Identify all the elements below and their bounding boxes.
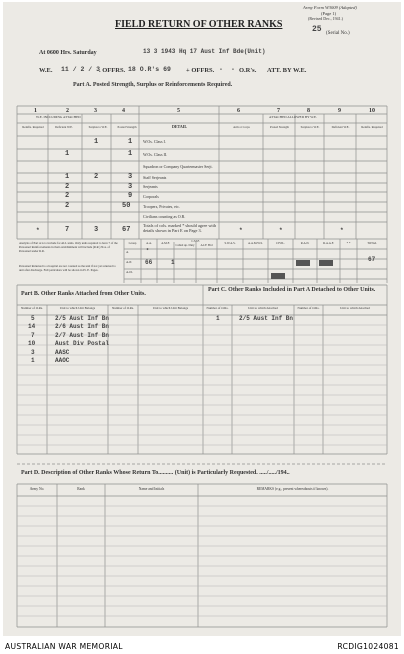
- column-number: 4: [122, 108, 125, 114]
- column-header: Rank: [77, 487, 85, 491]
- column-header: Number of O.Rs.: [297, 306, 320, 310]
- column-header: Posted Strength: [270, 125, 289, 129]
- row-deficient: 2: [65, 202, 70, 210]
- ors-value: -: [231, 66, 235, 73]
- group-attached-header: ATTACHED ALLOWED BY W.E.: [269, 115, 317, 119]
- form-reference: Army Form W3009 (Adapted): [303, 5, 357, 10]
- analysis-value: 66: [145, 259, 153, 266]
- analysis-header: R.A.N.: [300, 241, 310, 245]
- row-detail: Totals of cols. marked * should agree with details shown in Part E on Page 3.: [143, 223, 216, 234]
- column-header: Posted Strength: [117, 125, 137, 129]
- part-b-number: 5: [31, 315, 35, 322]
- column-header: Unit to which Unit Belongs: [59, 306, 96, 310]
- ors-label: O.R's.: [239, 67, 257, 74]
- part-b-unit: 2/7 Aust Inf Bn: [55, 331, 110, 339]
- part-b-unit: 2/6 Aust Inf Bn: [55, 323, 110, 331]
- column-header: Number of O.Rs.: [206, 306, 229, 310]
- column-number: 8: [307, 108, 310, 114]
- hrs-value: 13 3 1943 Hq 17 Aust Inf Bde(Unit): [143, 48, 266, 55]
- part-b-number: 3: [31, 348, 35, 356]
- analysis-header: A.I.F. Brd: [200, 243, 213, 247]
- column-header: Deficient W.E.: [55, 125, 73, 129]
- analysis-row-label: A.D.: [126, 270, 133, 274]
- form-sheet: [3, 2, 401, 636]
- column-header: Reinfts. Required: [361, 125, 383, 129]
- total-marker: *: [279, 227, 283, 234]
- total-marker: *: [340, 227, 344, 234]
- column-header: Number of O.Rs.: [112, 306, 134, 310]
- row-posted: 50: [122, 202, 131, 210]
- analysis-header: R.A.A.F.: [323, 241, 334, 245]
- part-b-unit: AAOC: [55, 357, 70, 364]
- part-b-unit: AASC: [55, 348, 70, 356]
- detail-header: DETAIL: [172, 124, 188, 129]
- row-deficient: 7: [65, 225, 70, 234]
- analysis-row-label: A.P.: [126, 260, 132, 264]
- row-detail: Civilians counting as O.R.: [143, 213, 186, 219]
- row-detail: Troopers, Privates, etc.: [143, 203, 180, 209]
- analysis-header: A.M.F.: [161, 241, 170, 245]
- analysis-header: C.M.F.: [191, 238, 200, 243]
- row-detail: Squadron or Company Quartermaster Serjt.: [143, 163, 213, 169]
- row-surplus: 3: [94, 225, 99, 234]
- part-c-unit: 2/5 Aust Inf Bn: [239, 315, 294, 322]
- row-detail: W.Os. Class II.: [143, 151, 168, 157]
- row-detail: Corporals: [143, 193, 159, 199]
- row-deficient: 1: [65, 173, 70, 181]
- offrs2-label: + OFFRS.: [186, 67, 215, 74]
- we-label: W.E.: [39, 67, 53, 74]
- column-header: Arm or Corps: [233, 125, 250, 129]
- column-header: Unit to which Unit Belongs: [152, 306, 189, 310]
- part-c-number: 1: [216, 315, 220, 322]
- column-number: 1: [34, 108, 37, 114]
- analysis-header: CIVIL.: [276, 241, 285, 245]
- column-header: Reinfts. Required: [22, 125, 44, 129]
- analysis-header: S.W.A.S.: [224, 241, 236, 245]
- column-number: 9: [338, 108, 341, 114]
- total-marker: *: [36, 227, 40, 234]
- part-b-title: Part B. Other Ranks Attached from Other Units.: [21, 291, 146, 297]
- group-we-header: W.E. INCLUDING ATTACHED: [36, 115, 81, 119]
- analysis-header: A.A.: [146, 241, 152, 245]
- row-posted: 67: [122, 225, 131, 234]
- part-b-number: 1: [31, 357, 35, 364]
- offrs2-value: -: [219, 66, 223, 73]
- column-header: REMARKS (e.g., present whereabouts if known).: [256, 487, 329, 491]
- column-number: 5: [177, 108, 180, 114]
- hrs-label: At 0600 Hrs. Saturday: [39, 50, 97, 56]
- column-number: 6: [237, 108, 240, 114]
- analysis-header: * *: [346, 241, 351, 245]
- column-header: Surplus to W.E.: [88, 125, 108, 129]
- row-posted: 9: [128, 192, 133, 200]
- column-header: Unit to which detached: [340, 306, 370, 310]
- row-surplus: 1: [94, 137, 99, 146]
- column-number: 7: [277, 108, 280, 114]
- part-c-title: Part C. Other Ranks Included in Part A Detached to Other Units.: [208, 287, 376, 293]
- total-marker: *: [239, 227, 243, 234]
- analysis-note-2: Personnel Returned to a hospital are not counted as the unit if not yet returned to unit after discharge. Full particulars will be shown in Pt. E. Pages.: [19, 264, 116, 272]
- analysis-total: 67: [368, 256, 376, 263]
- part-b-number: 7: [31, 331, 35, 339]
- column-header: Surplus to W.E.: [300, 125, 320, 129]
- row-posted: 3: [128, 182, 133, 191]
- analysis-header: Called up. Duty: [175, 243, 195, 247]
- offrs-value: 18 O.R's 69: [128, 66, 171, 73]
- footer-right: RCDIG1024081: [337, 642, 399, 651]
- part-a-title: Part A. Posted Strength, Surplus or Reinforcements Required.: [73, 82, 233, 88]
- form-title: FIELD RETURN OF OTHER RANKS: [115, 19, 283, 30]
- row-deficient: 1: [65, 150, 70, 158]
- column-header: Deficient W.E.: [331, 125, 350, 129]
- analysis-header: TOTAL: [367, 241, 377, 245]
- analysis-header: Group: [128, 241, 137, 245]
- row-surplus: 2: [94, 173, 99, 181]
- column-header: Name and Initials: [138, 487, 165, 491]
- we-value: 11 / 2 / 3: [61, 66, 101, 73]
- part-b-number: 14: [28, 323, 36, 331]
- column-header: Unit to which detached: [248, 306, 278, 310]
- analysis-note: Analysis of Part A is to include for ALL units. Only units required to have 7 of the Personnel Reinforcements in their establishment will include (R.R.) Nos. of Personnel under R.R.: [19, 241, 118, 253]
- att-label: ATT. BY W.E.: [267, 67, 307, 74]
- serial-no-label: (Serial No.): [326, 31, 350, 36]
- offrs-label: . OFFRS.: [99, 67, 126, 74]
- analysis-row-label: A: [126, 250, 129, 254]
- column-number: 2: [66, 108, 69, 114]
- part-b-number: 10: [28, 340, 36, 348]
- column-number: 10: [369, 108, 375, 114]
- footer-left: AUSTRALIAN WAR MEMORIAL: [5, 642, 123, 651]
- row-deficient: 2: [65, 182, 70, 191]
- column-number: 3: [94, 108, 97, 114]
- row-detail: W.Os. Class I.: [143, 139, 166, 144]
- analysis-value: 1: [171, 259, 175, 266]
- form-revised: (Revised Dec., 1941.): [308, 16, 343, 21]
- form-page: (Page 1): [321, 11, 337, 16]
- analysis-value: *: [146, 248, 150, 254]
- part-b-unit: 2/5 Aust Inf Bn: [55, 315, 110, 322]
- archive-footer: [0, 636, 404, 654]
- row-posted: 1: [128, 150, 133, 158]
- row-posted: 3: [128, 173, 133, 181]
- column-header: Army No.: [29, 487, 45, 491]
- serial-no-value: 25: [312, 25, 322, 34]
- part-d-title: Part D. Description of Other Ranks Whose Return To.......... (Unit) is Particularly Requested. ...../...../194..: [21, 470, 290, 476]
- analysis-header: A.A.M.W.S.: [248, 241, 263, 245]
- row-deficient: 2: [65, 192, 70, 200]
- row-posted: 1: [128, 137, 133, 146]
- row-detail: Staff Serjeants: [143, 174, 167, 180]
- row-detail: Serjeants: [143, 184, 158, 189]
- part-b-unit: Aust Div Postal: [55, 340, 110, 348]
- column-header: Number of O.Rs.: [21, 306, 43, 310]
